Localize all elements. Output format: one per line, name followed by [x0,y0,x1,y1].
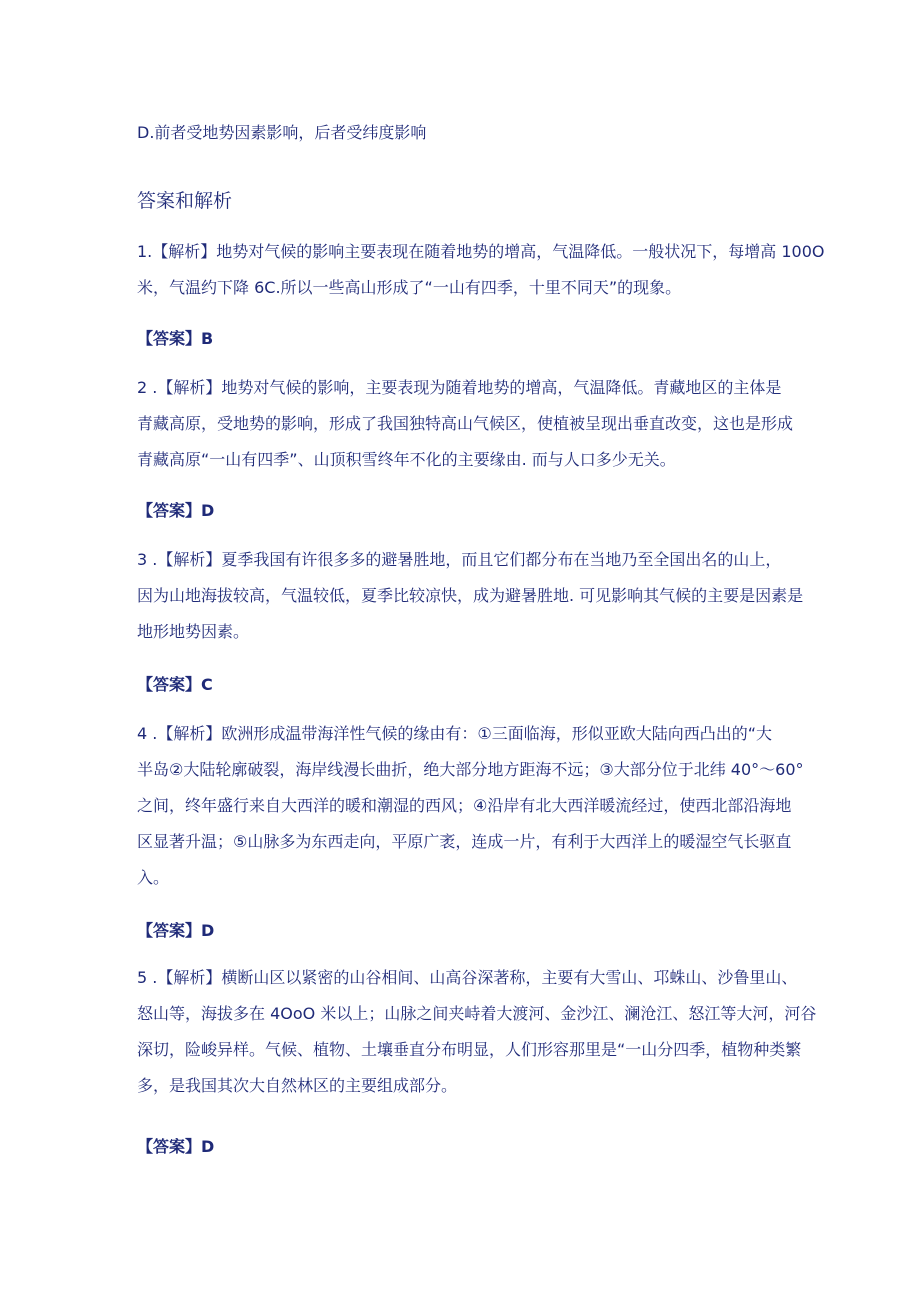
explanation-line: 多，是我国其次大自然林区的主要组成部分。 [137,1076,458,1095]
explanation-2 [137,376,794,484]
explanation-line: 深切，险峻异样。气候、植物、土壤垂直分布明显，人们形容那里是“一山分四季，植物种类繁 [137,1040,802,1059]
answer-3: 【答案】C [137,675,213,694]
explanation-line: 4 .【解析】欧洲形成温带海洋性气候的缘由有：①三面临海，形似亚欧大陆向西凸出的“大 [137,724,772,743]
answer-2: 【答案】D [137,501,215,520]
explanation-line: 怒山等，海拔多在 4OoO 米以上；山脉之间夹峙着大渡河、金沙江、澜沧江、怒江等大河，河谷 [137,1004,817,1023]
explanation-line: 区显著升温；⑤山脉多为东西走向，平原广袤，连成一片，有利于大西洋上的暖湿空气长驱直 [137,832,792,851]
answer-4: 【答案】D [137,921,215,940]
explanation-line: 青藏高原，受地势的影响，形成了我国独特高山气候区，使植被呈现出垂直改变，这也是形成 [137,414,794,433]
explanation-line: 入。 [137,868,170,887]
explanation-line: 因为山地海拔较高，气温较低，夏季比较凉快，成为避暑胜地. 可见影响其气候的主要是因素是 [137,586,804,605]
explanation-line: 5 .【解析】横断山区以紧密的山谷相间、山高谷深著称，主要有大雪山、邛蛛山、沙鲁里山、 [137,968,798,987]
explanation-3 [137,548,804,656]
explanation-line: 之间，终年盛行来自大西洋的暖和潮湿的西风；④沿岸有北大西洋暖流经过，使西北部沿海地 [137,796,792,815]
explanation-1 [137,240,825,312]
explanation-line: 1.【解析】地势对气候的影响主要表现在随着地势的增高，气温降低。一般状况下，每增高 100O [137,242,825,261]
explanation-4 [137,722,804,902]
answer-5: 【答案】D [137,1137,215,1156]
explanation-line: 米，气温约下降 6C.所以一些高山形成了“一山有四季，十里不同天”的现象。 [137,278,682,297]
explanation-line: 地形地势因素。 [137,622,250,641]
explanation-line: 青藏高原“一山有四季”、山顶积雪终年不化的主要缘由. 而与人口多少无关。 [137,450,676,469]
explanation-line: 2 .【解析】地势对气候的影响，主要表现为随着地势的增高，气温降低。青藏地区的主体是 [137,378,782,397]
section-title: 答案和解析 [137,190,233,212]
explanation-5 [137,966,817,1110]
option-d-text: D.前者受地势因素影响，后者受纬度影响 [137,123,427,142]
explanation-line: 半岛②大陆轮廓破裂，海岸线漫长曲折，绝大部分地方距海不远；③大部分位于北纬 40°～60° [137,760,804,779]
explanation-line: 3 .【解析】夏季我国有许很多多的避暑胜地，而且它们都分布在当地乃至全国出名的山上， [137,550,782,569]
answer-1: 【答案】B [137,329,214,348]
